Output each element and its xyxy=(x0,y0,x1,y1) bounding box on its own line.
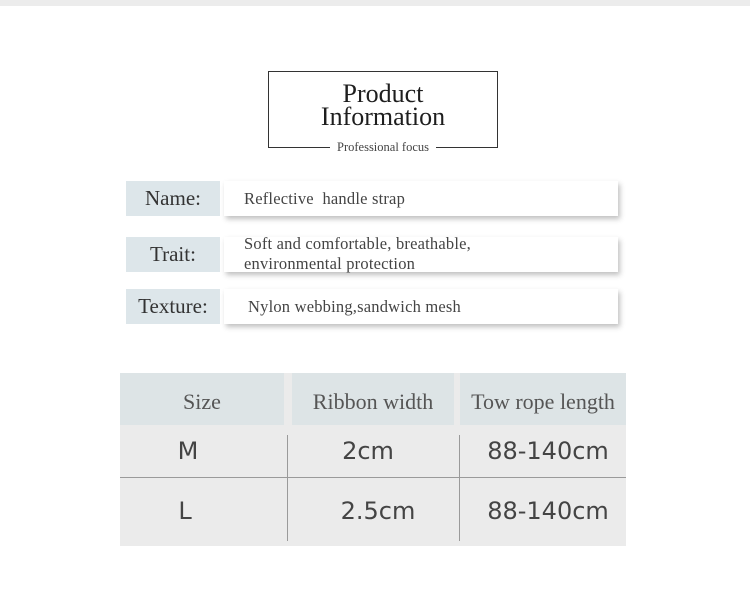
table-header-size: Size xyxy=(120,373,284,425)
product-information-title-box xyxy=(268,71,498,154)
table-column-divider xyxy=(459,435,460,541)
info-label: Trait: xyxy=(126,237,220,272)
top-divider-strip xyxy=(0,0,750,6)
table-header-ribbon-width: Ribbon width xyxy=(292,373,454,425)
table-row-divider xyxy=(120,477,626,478)
table-cell-size: L xyxy=(178,497,192,525)
size-table xyxy=(120,373,626,546)
table-cell-tow-rope-length: 88-140cm xyxy=(487,497,609,525)
table-column-divider xyxy=(287,435,288,541)
page-title: Product Information xyxy=(320,79,446,131)
info-value: Soft and comfortable, breathable, environmental protection xyxy=(244,234,471,273)
info-label: Name: xyxy=(126,181,220,216)
info-value-card xyxy=(224,289,618,324)
info-value-card xyxy=(224,181,618,216)
table-header-tow-rope-length: Tow rope length xyxy=(460,373,626,425)
info-value: Nylon webbing,sandwich mesh xyxy=(248,297,461,316)
table-cell-ribbon-width: 2cm xyxy=(342,437,394,465)
table-cell-ribbon-width: 2.5cm xyxy=(340,497,416,525)
table-cell-tow-rope-length: 88-140cm xyxy=(487,437,609,465)
info-label: Texture: xyxy=(126,289,220,324)
page-subtitle: Professional focus xyxy=(330,139,436,155)
table-cell-size: M xyxy=(177,437,199,465)
info-value: Reflective handle strap xyxy=(244,189,406,208)
info-value-card xyxy=(224,234,618,273)
